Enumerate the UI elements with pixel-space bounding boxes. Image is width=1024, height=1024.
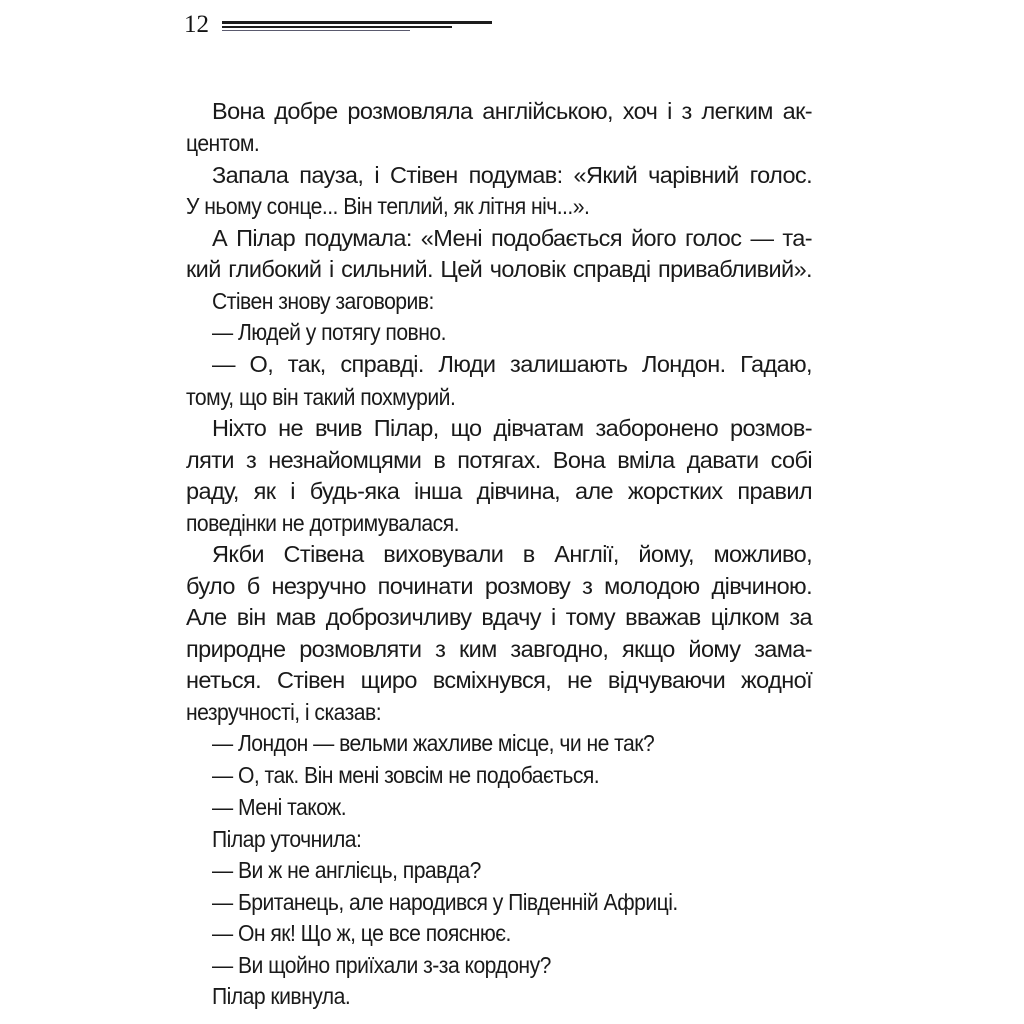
text-line: поведінки не дотримувалася. bbox=[186, 510, 459, 536]
text-line: — Ви ж не англієць, правда? bbox=[212, 857, 481, 883]
text-line: центом. bbox=[186, 130, 260, 156]
text-line: А Пілар подумала: «Мені подобається його голос — та- bbox=[212, 225, 812, 251]
text-line: було б незручно починати розмову з молодою дівчиною. bbox=[186, 573, 812, 599]
header-rule bbox=[222, 21, 492, 24]
text-line: Вона добре розмовляла англійською, хоч і з легким ак- bbox=[212, 98, 812, 124]
text-line: тому, що він такий похмурий. bbox=[186, 384, 456, 410]
text-line: Але він мав доброзичливу вдачу і тому вважав цілком за bbox=[186, 604, 812, 630]
text-line: природне розмовляти з ким завгодно, якщо йому зама- bbox=[186, 636, 812, 662]
text-line: — О, так, справді. Люди залишають Лондон. Гадаю, bbox=[212, 351, 812, 377]
text-line: Пілар кивнула. bbox=[212, 983, 351, 1009]
text-line: неться. Стівен щиро всміхнувся, не відчуваючи жодної bbox=[186, 667, 812, 693]
text-line: — Британець, але народився у Південній Африці. bbox=[212, 889, 678, 915]
text-line: Пілар уточнила: bbox=[212, 826, 362, 852]
text-line: раду, як і будь-яка інша дівчина, але жорстких правил bbox=[186, 478, 812, 504]
text-line: — Ви щойно приїхали з-за кордону? bbox=[212, 952, 551, 978]
text-line: Якби Стівена виховували в Англії, йому, можливо, bbox=[212, 541, 812, 567]
text-line: — Он як! Що ж, це все пояснює. bbox=[212, 920, 511, 946]
text-line: — Людей у потягу повно. bbox=[212, 319, 446, 345]
text-line: — Лондон — вельми жахливе місце, чи не так? bbox=[212, 730, 655, 756]
text-line: — Мені також. bbox=[212, 794, 347, 820]
text-line: — О, так. Він мені зовсім не подобається. bbox=[212, 762, 600, 788]
text-line: Ніхто не вчив Пілар, що дівчатам заборонено розмов- bbox=[212, 415, 812, 441]
text-line: ляти з незнайомцями в потягах. Вона вміла давати собі bbox=[186, 447, 812, 473]
header-rule bbox=[222, 26, 452, 28]
text-line: незручності, і сказав: bbox=[186, 699, 382, 725]
header-rule bbox=[222, 30, 410, 31]
text-line: кий глибокий і сильний. Цей чоловік справді привабливий». bbox=[186, 256, 812, 282]
text-line: У ньому сонце... Він теплий, як літня ніч...». bbox=[186, 193, 590, 219]
page-number: 12 bbox=[184, 11, 209, 38]
text-line: Стівен знову заговорив: bbox=[212, 288, 434, 314]
text-line: Запала пауза, і Стівен подумав: «Який чарівний голос. bbox=[212, 162, 812, 188]
